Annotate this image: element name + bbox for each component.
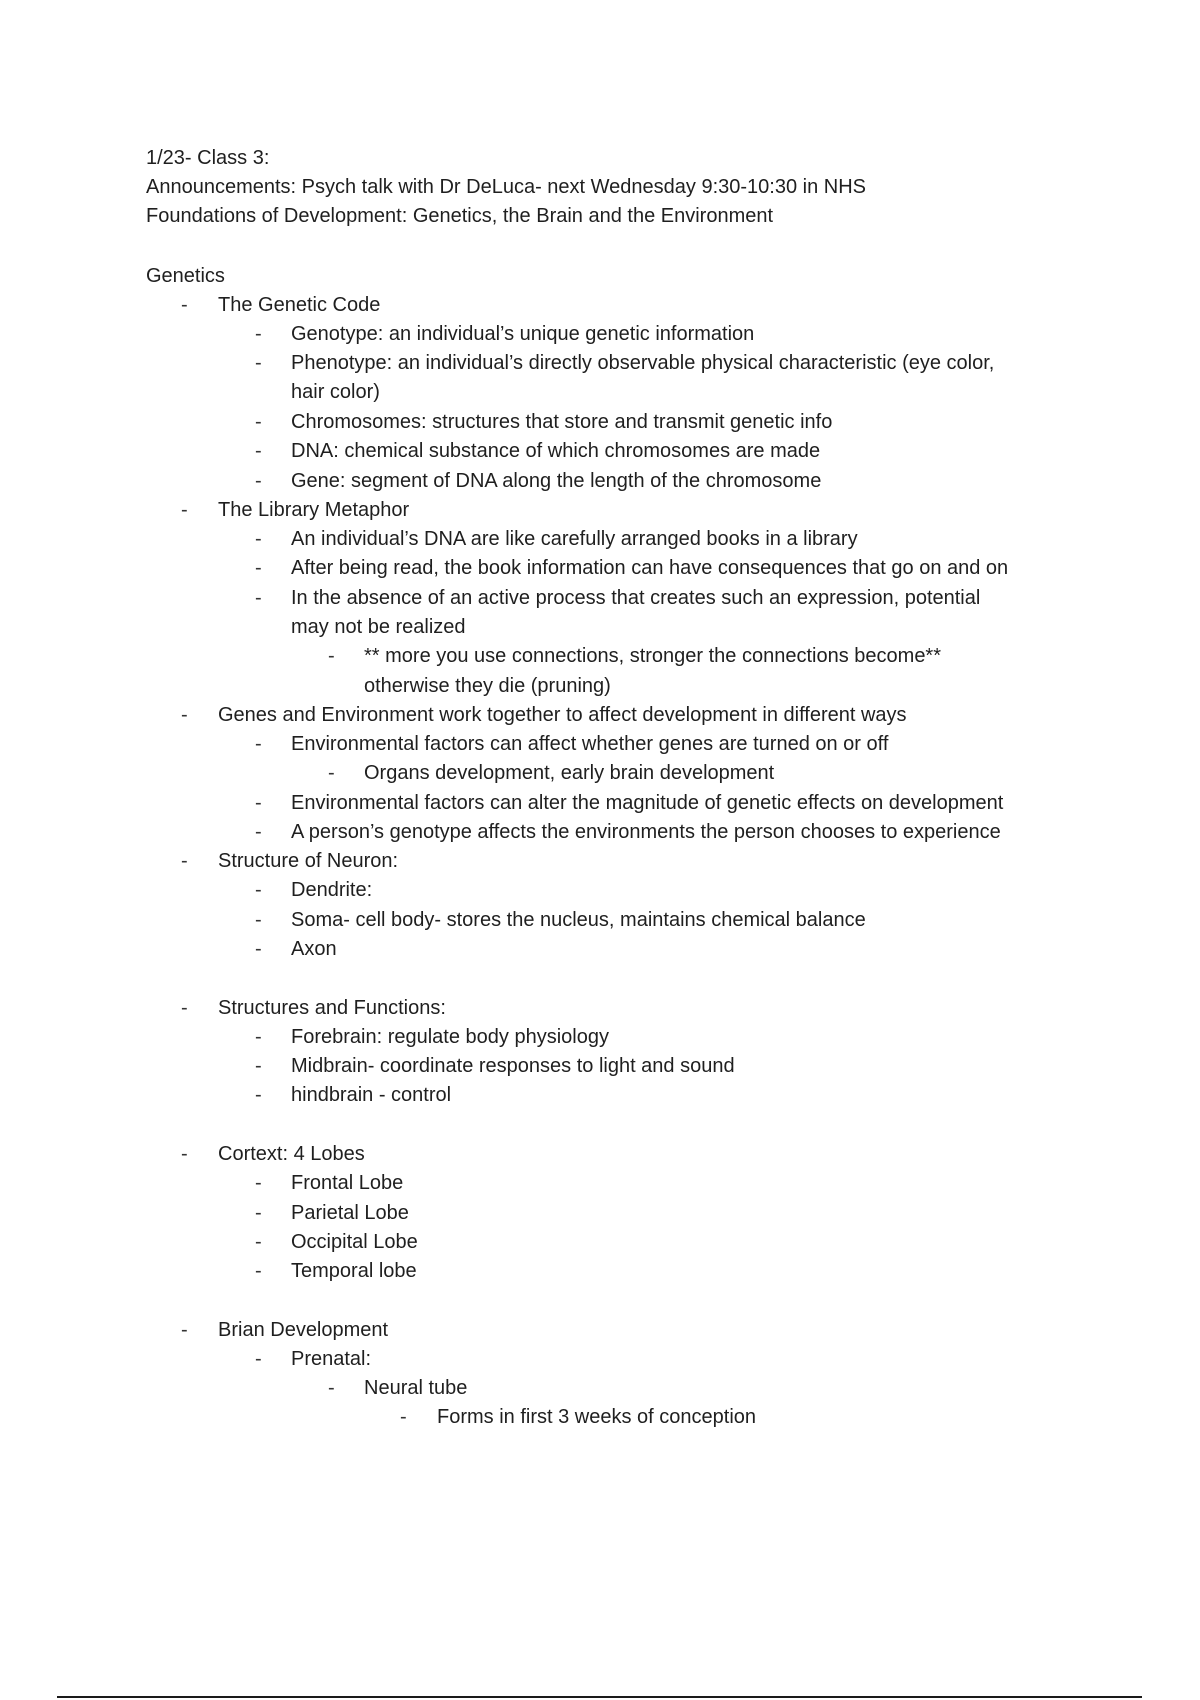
list-item-library-2: After being read, the book information can have consequences that go on and on bbox=[291, 557, 1009, 579]
heading-genes-environment: Genes and Environment work together to affect development in different ways bbox=[218, 704, 907, 726]
list-item-phenotype: Phenotype: an individual’s directly observable physical characteristic (eye color, bbox=[291, 352, 995, 374]
list-item-gene: Gene: segment of DNA along the length of the chromosome bbox=[291, 470, 822, 492]
list-item-neural-tube: Neural tube bbox=[364, 1377, 468, 1399]
list-item-frontal-lobe: Frontal Lobe bbox=[291, 1172, 404, 1194]
page-bottom-rule bbox=[57, 1696, 1142, 1698]
heading-library-metaphor: The Library Metaphor bbox=[218, 499, 410, 521]
bullet-dash: - bbox=[255, 323, 262, 345]
bullet-dash: - bbox=[328, 645, 335, 667]
list-item-forebrain: Forebrain: regulate body physiology bbox=[291, 1026, 609, 1048]
heading-structures-functions: Structures and Functions: bbox=[218, 997, 446, 1019]
bullet-dash: - bbox=[328, 762, 335, 784]
list-item-env-3: A person’s genotype affects the environments the person chooses to experience bbox=[291, 821, 1001, 843]
bullet-dash: - bbox=[181, 294, 188, 316]
bullet-dash: - bbox=[181, 1143, 188, 1165]
bullet-dash: - bbox=[181, 1319, 188, 1341]
bullet-dash: - bbox=[255, 1260, 262, 1282]
bullet-dash: - bbox=[181, 704, 188, 726]
list-item-dendrite: Dendrite: bbox=[291, 879, 373, 901]
list-item-parietal-lobe: Parietal Lobe bbox=[291, 1202, 409, 1224]
bullet-dash: - bbox=[255, 1172, 262, 1194]
bullet-dash: - bbox=[181, 997, 188, 1019]
list-item-dna: DNA: chemical substance of which chromosomes are made bbox=[291, 440, 821, 462]
bullet-dash: - bbox=[255, 1202, 262, 1224]
date-title: 1/23- Class 3: bbox=[146, 147, 270, 169]
list-item-env-1: Environmental factors can affect whether genes are turned on or off bbox=[291, 733, 889, 755]
bullet-dash: - bbox=[255, 587, 262, 609]
bullet-dash: - bbox=[400, 1406, 407, 1428]
bullet-dash: - bbox=[255, 557, 262, 579]
bullet-dash: - bbox=[255, 792, 262, 814]
list-item-library-1: An individual’s DNA are like carefully arranged books in a library bbox=[291, 528, 858, 550]
heading-neuron: Structure of Neuron: bbox=[218, 850, 399, 872]
bullet-dash: - bbox=[255, 938, 262, 960]
list-item-connections-cont: otherwise they die (pruning) bbox=[364, 675, 611, 697]
bullet-dash: - bbox=[255, 352, 262, 374]
list-item-axon: Axon bbox=[291, 938, 337, 960]
bullet-dash: - bbox=[255, 1026, 262, 1048]
list-item-library-3: In the absence of an active process that creates such an expression, potential bbox=[291, 587, 981, 609]
list-item-midbrain: Midbrain- coordinate responses to light and sound bbox=[291, 1055, 735, 1077]
topic-title: Foundations of Development: Genetics, the Brain and the Environment bbox=[146, 205, 774, 227]
list-item-forms-first-weeks: Forms in first 3 weeks of conception bbox=[437, 1406, 757, 1428]
list-item-soma: Soma- cell body- stores the nucleus, maintains chemical balance bbox=[291, 909, 866, 931]
bullet-dash: - bbox=[255, 909, 262, 931]
bullet-dash: - bbox=[255, 1055, 262, 1077]
list-item-prenatal: Prenatal: bbox=[291, 1348, 372, 1370]
section-title-genetics: Genetics bbox=[146, 265, 225, 287]
bullet-dash: - bbox=[255, 821, 262, 843]
bullet-dash: - bbox=[255, 411, 262, 433]
list-item-env-1-sub: Organs development, early brain development bbox=[364, 762, 775, 784]
bullet-dash: - bbox=[255, 1084, 262, 1106]
bullet-dash: - bbox=[181, 499, 188, 521]
list-item-library-3-cont: may not be realized bbox=[291, 616, 466, 638]
announcements: Announcements: Psych talk with Dr DeLuca- next Wednesday 9:30-10:30 in NHS bbox=[146, 176, 866, 198]
bullet-dash: - bbox=[255, 470, 262, 492]
list-item-chromosomes: Chromosomes: structures that store and transmit genetic info bbox=[291, 411, 833, 433]
list-item-occipital-lobe: Occipital Lobe bbox=[291, 1231, 418, 1253]
bullet-dash: - bbox=[255, 440, 262, 462]
heading-genetic-code: The Genetic Code bbox=[218, 294, 381, 316]
bullet-dash: - bbox=[255, 733, 262, 755]
list-item-genotype: Genotype: an individual’s unique genetic information bbox=[291, 323, 755, 345]
list-item-connections: ** more you use connections, stronger the connections become** bbox=[364, 645, 942, 667]
heading-brain-development: Brian Development bbox=[218, 1319, 389, 1341]
heading-cortex: Cortext: 4 Lobes bbox=[218, 1143, 365, 1165]
bullet-dash: - bbox=[255, 1231, 262, 1253]
bullet-dash: - bbox=[255, 1348, 262, 1370]
list-item-temporal-lobe: Temporal lobe bbox=[291, 1260, 417, 1282]
bullet-dash: - bbox=[181, 850, 188, 872]
list-item-env-2: Environmental factors can alter the magnitude of genetic effects on development bbox=[291, 792, 1004, 814]
list-item-hindbrain: hindbrain - control bbox=[291, 1084, 452, 1106]
bullet-dash: - bbox=[255, 528, 262, 550]
bullet-dash: - bbox=[328, 1377, 335, 1399]
list-item-phenotype-cont: hair color) bbox=[291, 381, 380, 403]
bullet-dash: - bbox=[255, 879, 262, 901]
